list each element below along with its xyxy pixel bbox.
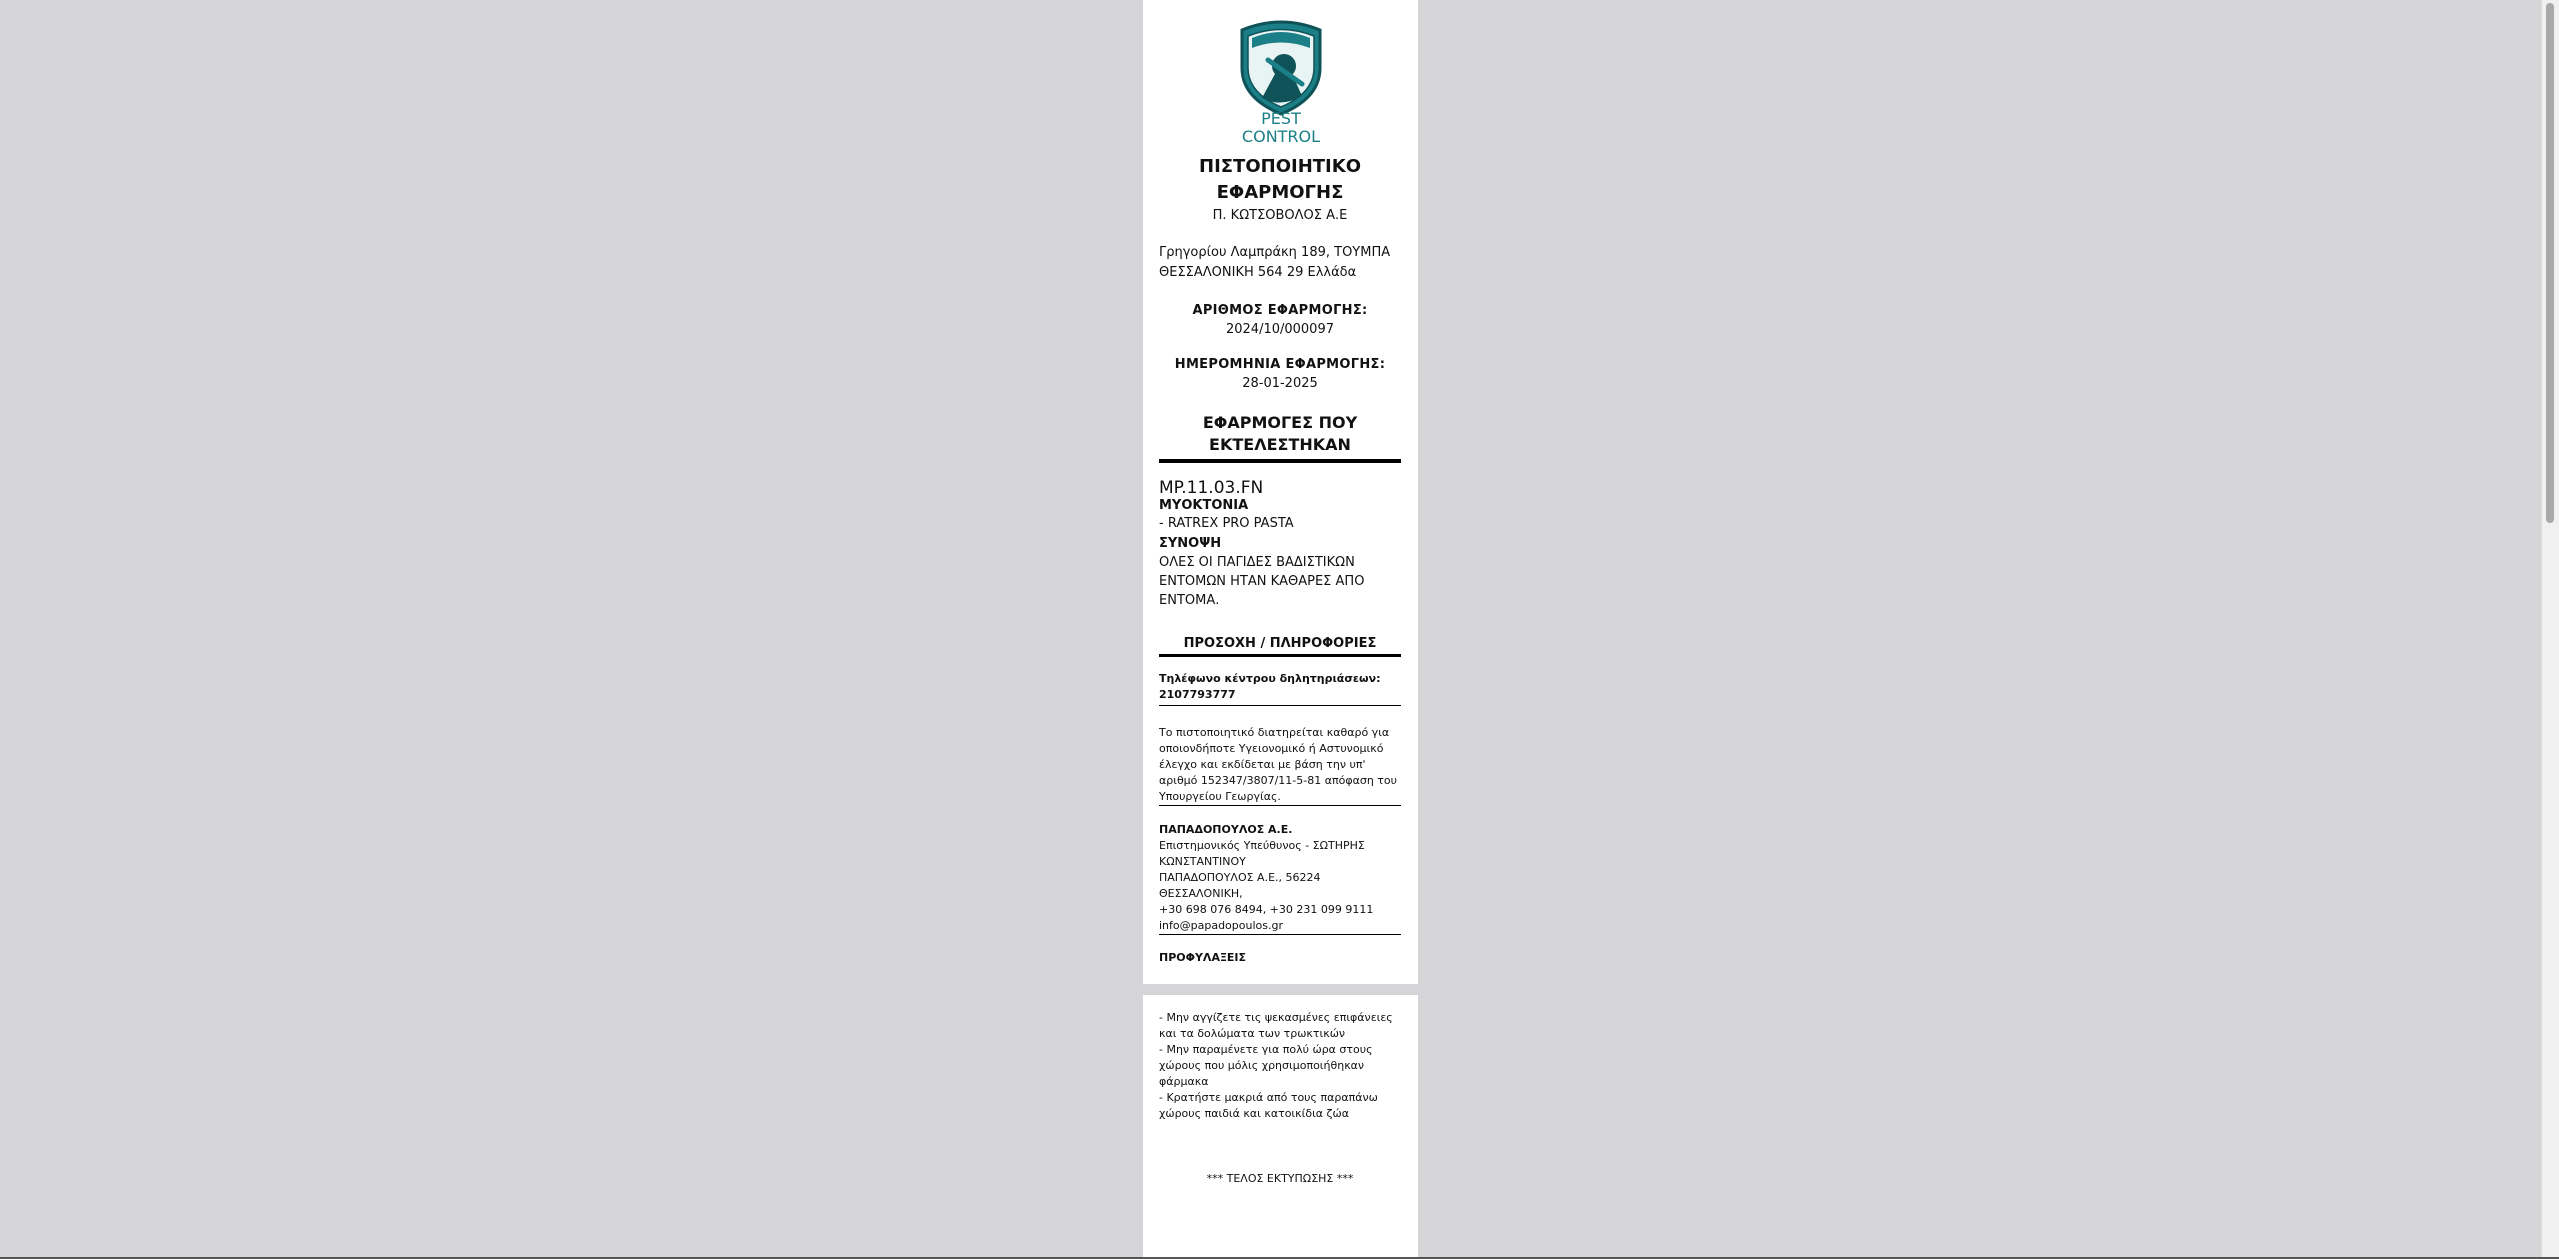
logo-text-control: CONTROL [1241, 127, 1320, 144]
precaution-item: - Κρατήστε μακριά από τους παραπάνω χώρους παιδιά και κατοικίδια ζώα [1159, 1091, 1378, 1120]
application-product: - RATREX PRO PASTA [1159, 516, 1294, 531]
applications-section-title: ΕΦΑΡΜΟΓΕΣ ΠΟΥ ΕΚΤΕΛΕΣΤΗΚΑΝ [1159, 412, 1401, 463]
precautions-label: ΠΡΟΦΥΛΑΞΕΙΣ [1159, 951, 1247, 964]
application-type: ΜΥΟΚΤΟΝΙΑ [1159, 498, 1249, 513]
info-section-title: ΠΡΟΣΟΧΗ / ΠΛΗΡΟΦΟΡΙΕΣ [1159, 636, 1401, 657]
legal-notice: Το πιστοποιητικό διατηρείται καθαρό για οποιονδήποτε Υγειονομικό ή Αστυνομικό έλεγχο και εκδίδεται με βάση την υπ' αριθμό 152347/3807/11-5-81 απόφαση του Υπουργείου Γεωργίας. [1159, 725, 1401, 806]
receipt-page-2 [1143, 995, 1418, 1259]
vertical-scrollbar[interactable] [2541, 0, 2559, 1259]
pest-control-logo [1226, 16, 1336, 144]
summary-text: ΟΛΕΣ ΟΙ ΠΑΓΙΔΕΣ ΒΑΔΙΣΤΙΚΩΝ ΕΝΤΟΜΩΝ ΗΤΑΝ ΚΑΘΑΡΕΣ ΑΠΟ ΕΝΤΟΜΑ. [1159, 555, 1365, 608]
application-code: MP.11.03.FN [1159, 478, 1264, 498]
receipt-page-1 [1143, 0, 1418, 984]
poison-center-phone: Τηλέφωνο κέντρου δηλητηριάσεων: 2107793777 [1159, 671, 1401, 706]
contact-block [1159, 822, 1401, 935]
summary-label: ΣΥΝΟΨΗ [1159, 536, 1222, 551]
application-date: 28-01-2025 [1242, 376, 1318, 391]
contact-line: Επιστημονικός Υπεύθυνος - ΣΩΤΗΡΗΣ ΚΩΝΣΤΑΝΤΙΝΟΥ [1159, 839, 1365, 868]
precaution-item: - Μην αγγίζετε τις ψεκασμένες επιφάνειες και τα δολώματα των τρωκτικών [1159, 1011, 1393, 1040]
application-date-label: ΗΜΕΡΟΜΗΝΙΑ ΕΦΑΡΜΟΓΗΣ: [1174, 357, 1386, 372]
application-number: 2024/10/000097 [1225, 322, 1334, 337]
precautions-list [1159, 995, 1401, 1122]
contact-email: info@papadopoulos.gr [1159, 919, 1283, 932]
contact-company-name: ΠΑΠΑΔΟΠΟΥΛΟΣ Α.Ε. [1159, 823, 1293, 836]
precaution-item: - Μην παραμένετε για πολύ ώρα στους χώρους που μόλις χρησιμοποιήθηκαν φάρμακα [1159, 1043, 1373, 1088]
logo-text-pest: PEST [1260, 109, 1301, 128]
contact-line: ΠΑΠΑΔΟΠΟΥΛΟΣ Α.Ε., 56224 ΘΕΣΣΑΛΟΝΙΚΗ, [1159, 871, 1321, 900]
company-name: Π. ΚΩΤΣΟΒΟΛΟΣ Α.Ε [1212, 208, 1348, 223]
company-address: Γρηγορίου Λαμπράκη 189, ΤΟΥΜΠΑ ΘΕΣΣΑΛΟΝΙΚΗ 564 29 Ελλάδα [1159, 245, 1391, 280]
end-of-print: *** ΤΕΛΟΣ ΕΚΤΥΠΩΣΗΣ *** [1206, 1172, 1354, 1185]
certificate-title: ΠΙΣΤΟΠΟΙΗΤΙΚΟ ΕΦΑΡΜΟΓΗΣ [1199, 156, 1361, 203]
scrollbar-thumb[interactable] [2546, 3, 2554, 523]
application-number-label: ΑΡΙΘΜΟΣ ΕΦΑΡΜΟΓΗΣ: [1192, 303, 1368, 318]
contact-line: +30 698 076 8494, +30 231 099 9111 [1159, 903, 1374, 916]
